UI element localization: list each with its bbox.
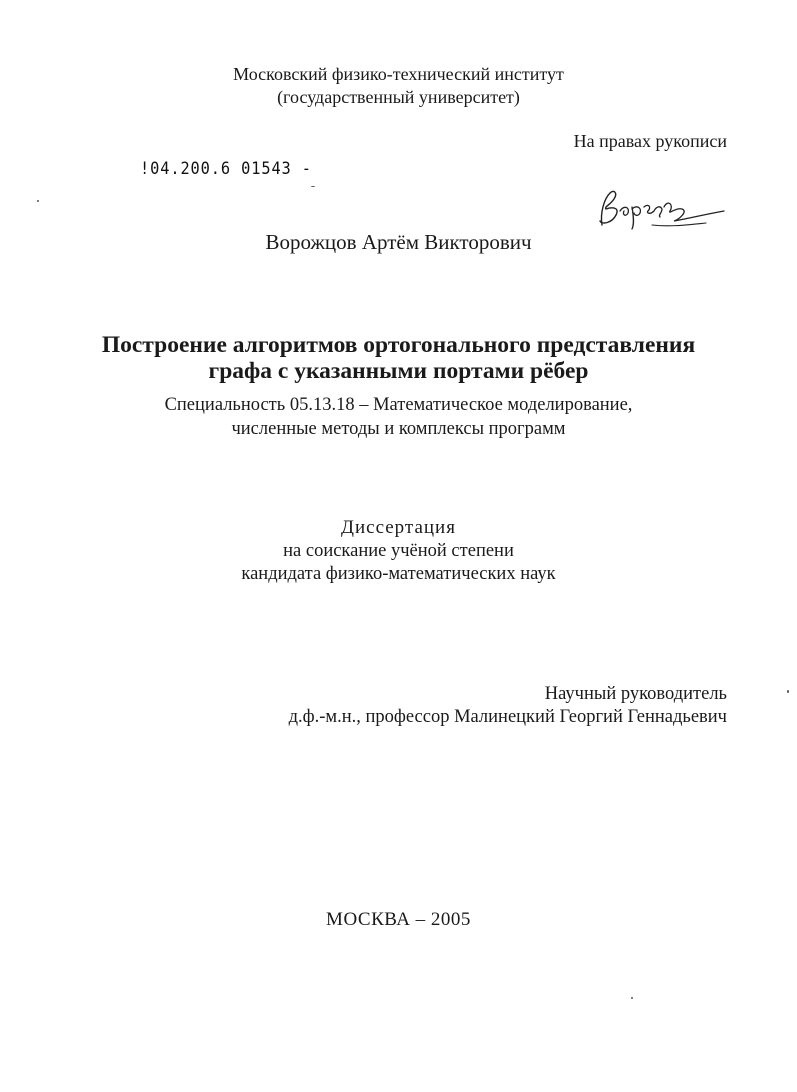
author-name: Ворожцов Артём Викторович bbox=[265, 230, 532, 254]
degree-line-2: кандидата физико-математических наук bbox=[241, 564, 556, 584]
advisor-label: Научный руководитель bbox=[544, 684, 727, 704]
institute-subtitle: (государственный университет) bbox=[277, 87, 520, 107]
registration-stamp: !04.200.6 01543 - bbox=[140, 159, 312, 179]
scan-speck bbox=[787, 690, 789, 693]
institute-name: Московский физико-технический институт bbox=[233, 64, 564, 84]
title-line-2: графа с указанными портами рёбер bbox=[208, 358, 589, 384]
scan-speck bbox=[37, 200, 39, 202]
city-year: МОСКВА – 2005 bbox=[326, 909, 471, 930]
scan-speck bbox=[631, 997, 633, 999]
title-line-1: Построение алгоритмов ортогонального представления bbox=[101, 332, 696, 358]
scan-speck bbox=[311, 186, 315, 187]
manuscript-note: На правах рукописи bbox=[573, 131, 727, 151]
signature-image bbox=[590, 185, 730, 235]
advisor-name: д.ф.-м.н., профессор Малинецкий Георгий Геннадьевич bbox=[288, 707, 727, 727]
specialty-line-2: численные методы и комплексы программ bbox=[231, 419, 566, 439]
degree-line-1: на соискание учёной степени bbox=[283, 541, 514, 561]
dissertation-heading: Диссертация bbox=[341, 517, 456, 538]
specialty-line-1: Специальность 05.13.18 – Математическое моделирование, bbox=[164, 395, 633, 415]
